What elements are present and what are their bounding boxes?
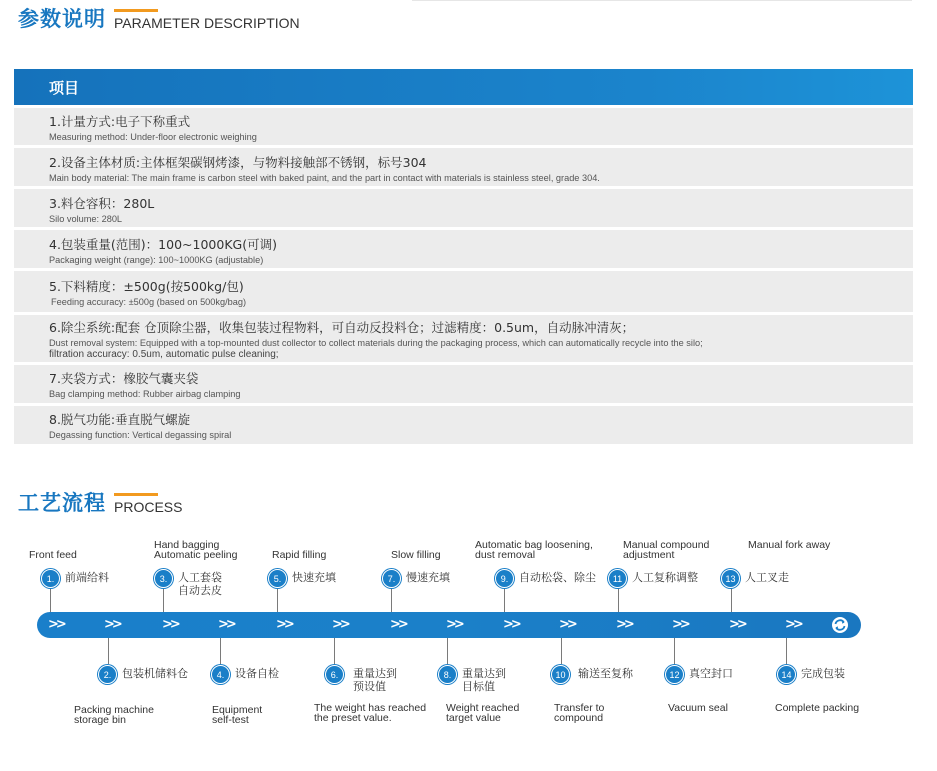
- step-label-en: Automatic bag loosening, dust removal: [475, 539, 593, 561]
- step-number: 13: [721, 569, 740, 588]
- step-label-cn: 完成包装: [801, 667, 845, 680]
- connector: [391, 588, 392, 612]
- chevron-right-icon: >>: [390, 617, 406, 632]
- chevron-right-icon: >>: [162, 617, 178, 632]
- step-label-cn: 重量达到 预设值: [353, 667, 397, 693]
- step-label-cn: 人工叉走: [745, 571, 789, 584]
- step-label-en: Hand bagging Automatic peeling: [154, 539, 238, 561]
- process-step-10: [551, 665, 633, 684]
- chevron-right-icon: >>: [48, 617, 64, 632]
- process-step-8: [438, 665, 506, 693]
- connector: [618, 588, 619, 612]
- chevron-right-icon: >>: [672, 617, 688, 632]
- connector: [674, 638, 675, 664]
- process-step-12: [665, 665, 733, 684]
- connector: [561, 638, 562, 664]
- param-row-en: Degassing function: Vertical degassing spiral: [49, 430, 232, 440]
- process-step-14: [777, 665, 845, 684]
- step-number: 11: [608, 569, 627, 588]
- chevron-right-icon: >>: [332, 617, 348, 632]
- param-row-cn: 5.下料精度：±500g(按500kg/包): [49, 279, 244, 294]
- param-row: [14, 271, 913, 312]
- connector: [50, 588, 51, 612]
- step-number: 8.: [438, 665, 457, 684]
- param-row: [14, 315, 913, 362]
- param-row-en: Feeding accuracy: ±500g (based on 500kg/bag): [51, 297, 247, 307]
- step-label-cn: 慢速充填: [406, 571, 450, 584]
- step-label-en: Manual fork away: [748, 539, 831, 551]
- param-row-cn: 8.脱气功能:垂直脱气螺旋: [49, 412, 191, 427]
- chevron-right-icon: >>: [785, 617, 801, 632]
- step-number: 14: [777, 665, 796, 684]
- step-label-en: Packing machine storage bin: [74, 704, 154, 726]
- step-number: 3.: [154, 569, 173, 588]
- refresh-circle-icon: [831, 616, 849, 634]
- step-label-cn: 重量达到 目标值: [462, 667, 506, 693]
- process-step-3: [154, 569, 222, 597]
- chevron-right-icon: >>: [503, 617, 519, 632]
- chevron-right-icon: >>: [616, 617, 632, 632]
- process-title-en-wrap: [114, 493, 182, 516]
- param-row: [14, 189, 913, 227]
- step-label-en: The weight has reached the preset value.: [314, 702, 427, 724]
- step-number: 1.: [41, 569, 60, 588]
- chevron-right-icon: >>: [104, 617, 120, 632]
- step-label-cn: 前端给料: [65, 571, 109, 584]
- step-label-cn: 设备自检: [235, 667, 279, 680]
- param-row: [14, 365, 913, 403]
- param-row-cn: 1.计量方式:电子下称重式: [49, 114, 191, 129]
- step-label-cn: 真空封口: [689, 667, 733, 680]
- param-section-title: [18, 6, 300, 32]
- step-label-cn: 输送至复称: [578, 667, 633, 680]
- step-label-en: Rapid filling: [272, 549, 327, 561]
- step-label-en: Vacuum seal: [668, 702, 728, 714]
- step-label-cn: 快速充填: [292, 571, 336, 584]
- param-row: [14, 230, 913, 268]
- top-divider: [412, 0, 912, 1]
- step-number: 2.: [98, 665, 117, 684]
- param-title-en-wrap: [114, 9, 300, 32]
- step-label-cn: 人工复称调整: [632, 571, 698, 584]
- connector: [504, 588, 505, 612]
- process-step-2: [98, 665, 188, 684]
- step-label-en: Transfer to compound: [554, 702, 605, 724]
- param-row-cn: 4.包装重量(范围)：100~1000KG(可调): [49, 237, 277, 252]
- step-number: 5.: [268, 569, 287, 588]
- param-row-cn: 7.夹袋方式：橡胶气囊夹袋: [49, 371, 199, 386]
- step-label-en: Weight reached target value: [446, 702, 520, 724]
- step-label-cn: 自动松袋、除尘: [519, 571, 596, 584]
- chevron-right-icon: >>: [218, 617, 234, 632]
- process-step-6: [325, 665, 397, 693]
- step-number: 7.: [382, 569, 401, 588]
- param-table-header-label: 项目: [49, 79, 80, 97]
- process-step-9: [495, 569, 596, 588]
- step-label-cn: 人工套袋 自动去皮: [178, 571, 222, 597]
- param-row: [14, 406, 913, 444]
- chevron-right-icon: >>: [276, 617, 292, 632]
- step-number: 4.: [211, 665, 230, 684]
- connector: [334, 638, 335, 664]
- step-label-en: Front feed: [29, 549, 77, 561]
- param-row-en: Silo volume: 280L: [49, 214, 123, 224]
- step-label-cn: 包装机储料仓: [122, 667, 188, 680]
- process-step-5: [268, 569, 336, 588]
- connector: [277, 588, 278, 612]
- param-row-en: Packaging weight (range): 100~1000KG (adjustable): [49, 255, 264, 265]
- chevron-right-icon: >>: [729, 617, 745, 632]
- param-row: [14, 108, 913, 145]
- connector: [220, 638, 221, 664]
- param-row-en: Dust removal system: Equipped with a top-mounted dust collector to collect materials during the packaging process, which can automatically recycle into the silo;: [49, 338, 703, 348]
- process-step-13: [721, 569, 789, 588]
- process-step-1: [41, 569, 109, 588]
- param-row-cn2: filtration accuracy: 0.5um, automatic pulse cleaning;: [49, 349, 279, 360]
- process-step-11: [608, 569, 698, 588]
- process-title-en: PROCESS: [114, 499, 183, 515]
- step-number: 9.: [495, 569, 514, 588]
- process-step-4: [211, 665, 279, 684]
- process-section-title: [18, 490, 182, 516]
- param-row-en: Bag clamping method: Rubber airbag clamping: [49, 389, 241, 399]
- step-label-en: Equipment self-test: [212, 704, 263, 726]
- param-row-cn: 2.设备主体材质:主体框架碳钢烤漆，与物料接触部不锈钢，标号304: [49, 155, 427, 170]
- step-label-en: Slow filling: [391, 549, 441, 561]
- param-table-header: [14, 69, 913, 105]
- param-title-en: PARAMETER DESCRIPTION: [114, 15, 300, 31]
- param-row-en: Measuring method: Under-floor electronic weighing: [49, 132, 257, 142]
- step-label-en: Manual compound adjustment: [623, 539, 710, 561]
- param-row-en: Main body material: The main frame is carbon steel with baked paint, and the part in contact with materials is stainless steel, grade 304.: [49, 173, 600, 183]
- chevron-right-icon: >>: [559, 617, 575, 632]
- step-number: 6.: [325, 665, 344, 684]
- process-step-7: [382, 569, 450, 588]
- step-number: 10: [551, 665, 570, 684]
- connector: [731, 588, 732, 612]
- param-row-cn: 3.料仓容积：280L: [49, 196, 155, 211]
- chevron-right-icon: >>: [446, 617, 462, 632]
- param-table: [14, 108, 913, 447]
- connector: [447, 638, 448, 664]
- param-title-cn: 参数说明: [18, 7, 106, 31]
- connector: [786, 638, 787, 664]
- connector: [108, 638, 109, 664]
- step-number: 12: [665, 665, 684, 684]
- step-label-en: Complete packing: [775, 702, 860, 714]
- param-row-cn: 6.除尘系统:配套 仓顶除尘器，收集包装过程物料，可自动反投料仓；过滤精度：0.5um，自动脉冲清灰；: [49, 320, 635, 335]
- param-row: [14, 148, 913, 186]
- process-title-cn: 工艺流程: [18, 491, 106, 515]
